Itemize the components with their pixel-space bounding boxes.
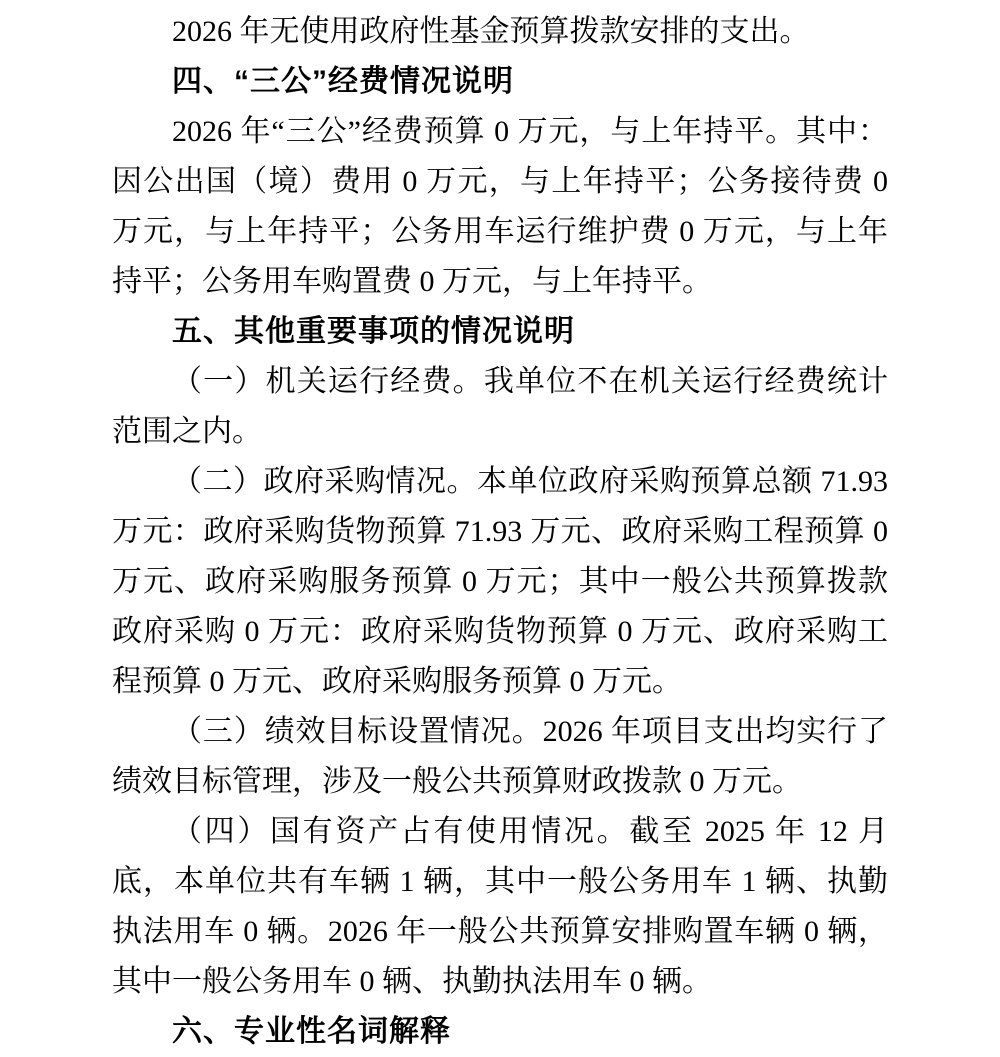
paragraph-performance-targets: （三）绩效目标设置情况。2026 年项目支出均实行了绩效目标管理，涉及一般公共预算财政拨款 0 万元。	[112, 715, 888, 798]
paragraph-sangong-expense-details: 2026 年“三公”经费预算 0 万元，与上年持平。其中：因公出国（境）费用 0 万元，与上年持平；公务接待费 0 万元，与上年持平；公务用车运行维护费 0 万元，与上年持平；公务用车购置费 0 万元，与上年持平。	[112, 115, 888, 298]
paragraph-fund-budget-expenditure: 2026 年无使用政府性基金预算拨款安排的支出。	[172, 15, 810, 48]
section-heading-six-terminology: 六、专业性名词解释	[172, 1015, 451, 1048]
document-page	[112, 7, 888, 1057]
paragraph-government-procurement: （二）政府采购情况。本单位政府采购预算总额 71.93 万元：政府采购货物预算 71.93 万元、政府采购工程预算 0 万元、政府采购服务预算 0 万元；其中一般公共预算拨款政府采购 0 万元：政府采购货物预算 0 万元、政府采购工程预算 0 万元、政府采购服务预算 0 万元。	[112, 465, 888, 698]
section-heading-five-other-important-matters: 五、其他重要事项的情况说明	[172, 315, 575, 348]
paragraph-agency-operating-funds: （一）机关运行经费。我单位不在机关运行经费统计范围之内。	[112, 365, 888, 448]
section-heading-four-sangong-expenses: 四、“三公”经费情况说明	[172, 65, 514, 98]
paragraph-state-owned-assets: （四）国有资产占有使用情况。截至 2025 年 12 月底，本单位共有车辆 1 辆，其中一般公务用车 1 辆、执勤执法用车 0 辆。2026 年一般公共预算安排购置车辆 0 辆，其中一般公务用车 0 辆、执勤执法用车 0 辆。	[112, 815, 888, 998]
